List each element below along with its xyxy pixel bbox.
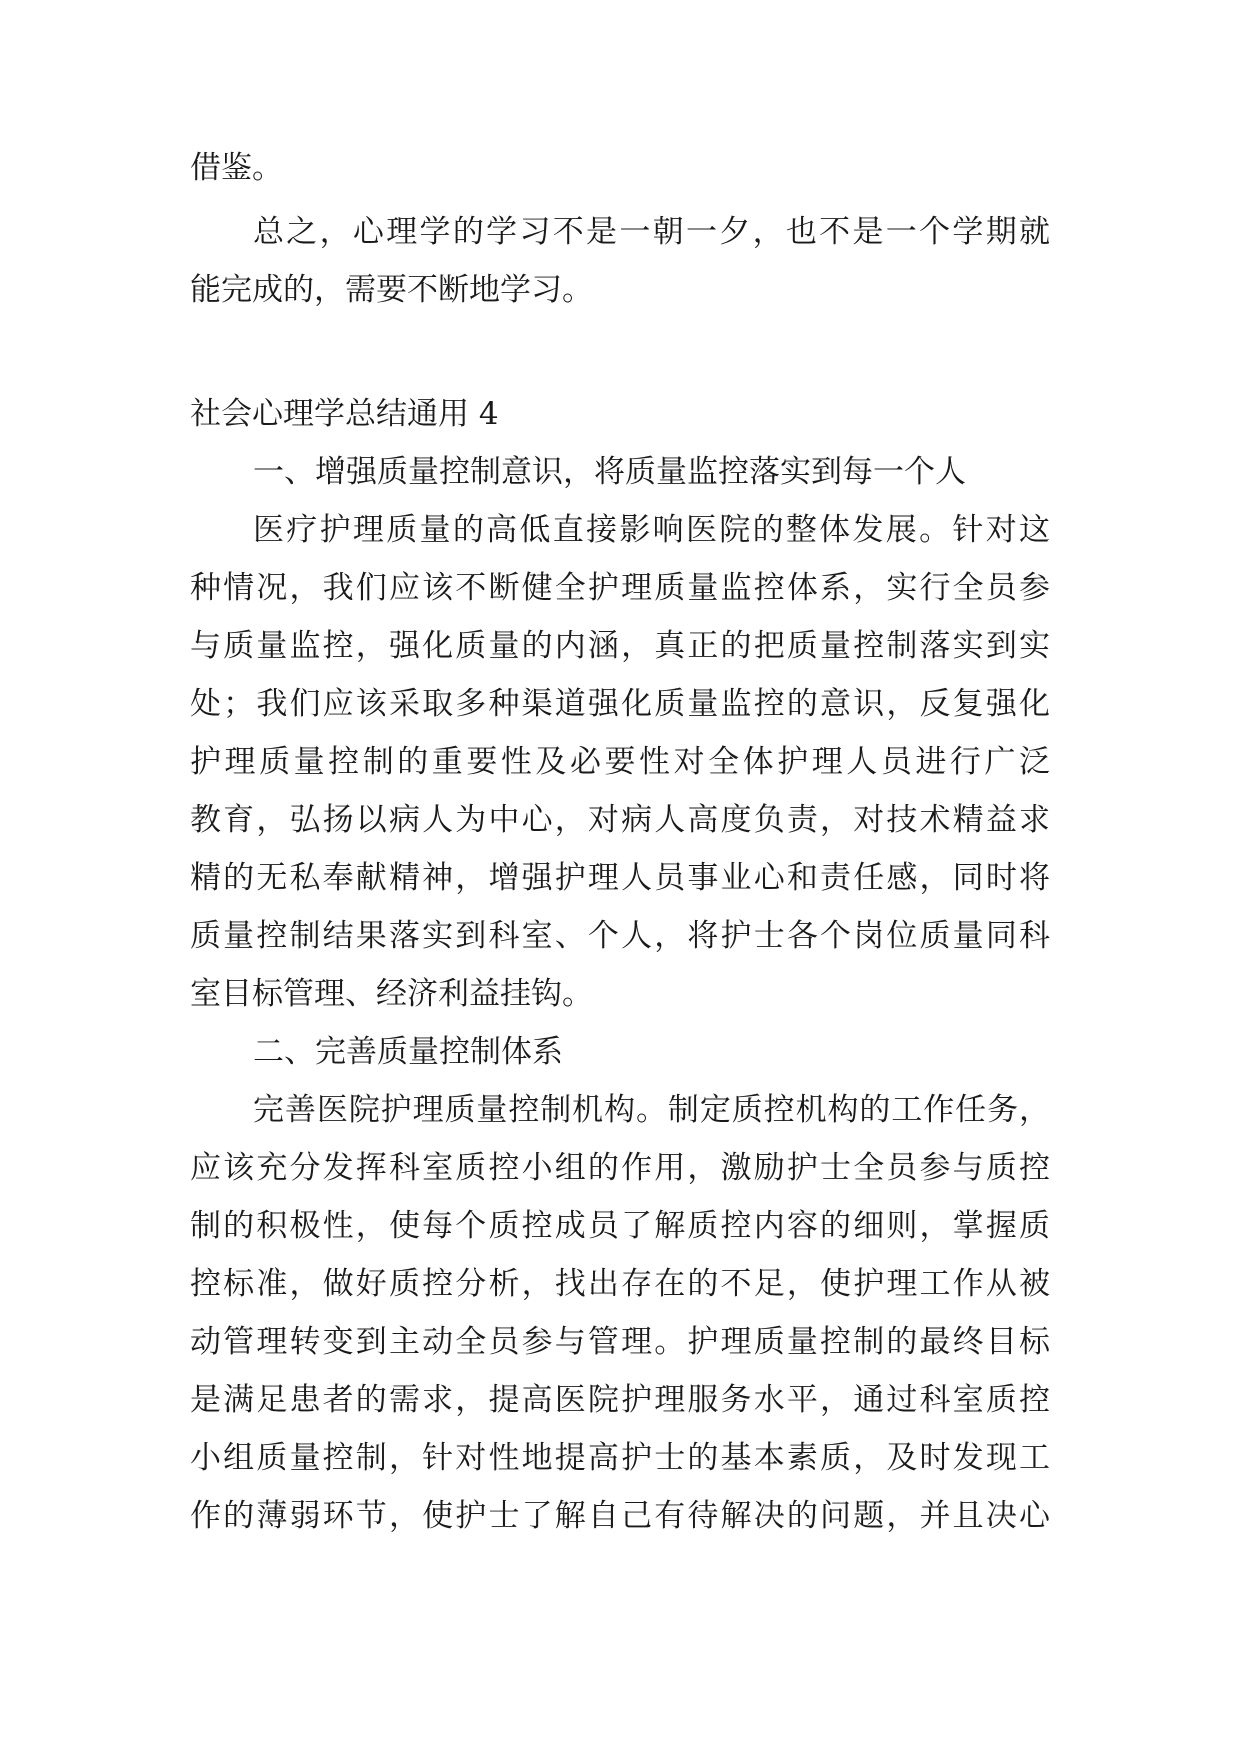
section-heading: 一、增强质量控制意识，将质量监控落实到每一个人 [253,454,966,490]
text-line: 总之，心理学的学习不是一朝一夕，也不是一个学期就 [253,214,1050,250]
text-line: 教育，弘扬以病人为中心，对病人高度负责，对技术精益求 [190,802,1050,838]
text-line: 医疗护理质量的高低直接影响医院的整体发展。针对这 [253,512,1050,548]
text-line: 种情况，我们应该不断健全护理质量监控体系，实行全员参 [190,570,1050,606]
text-line: 是满足患者的需求，提高医院护理服务水平，通过科室质控 [190,1382,1050,1418]
text-line: 处；我们应该采取多种渠道强化质量监控的意识，反复强化 [190,686,1050,722]
text-line: 护理质量控制的重要性及必要性对全体护理人员进行广泛 [190,744,1050,780]
text-line: 小组质量控制，针对性地提高护士的基本素质，及时发现工 [190,1440,1050,1476]
text-line: 借鉴。 [190,150,283,186]
text-line: 室目标管理、经济利益挂钩。 [190,976,593,1012]
text-line: 控标准，做好质控分析，找出存在的不足，使护理工作从被 [190,1266,1050,1302]
text-line: 应该充分发挥科室质控小组的作用，激励护士全员参与质控 [190,1150,1050,1186]
text-line: 与质量监控，强化质量的内涵，真正的把质量控制落实到实 [190,628,1050,664]
text-line: 质量控制结果落实到科室、个人，将护士各个岗位质量同科 [190,918,1050,954]
text-line: 完善医院护理质量控制机构。制定质控机构的工作任务， [253,1092,1050,1128]
text-line: 动管理转变到主动全员参与管理。护理质量控制的最终目标 [190,1324,1050,1360]
section-title: 社会心理学总结通用 4 [190,396,499,432]
section-heading: 二、完善质量控制体系 [253,1034,563,1070]
text-line: 能完成的，需要不断地学习。 [190,272,593,308]
text-line: 作的薄弱环节，使护士了解自己有待解决的问题，并且决心 [190,1498,1050,1534]
text-line: 制的积极性，使每个质控成员了解质控内容的细则，掌握质 [190,1208,1050,1244]
text-line: 精的无私奉献精神，增强护理人员事业心和责任感，同时将 [190,860,1050,896]
